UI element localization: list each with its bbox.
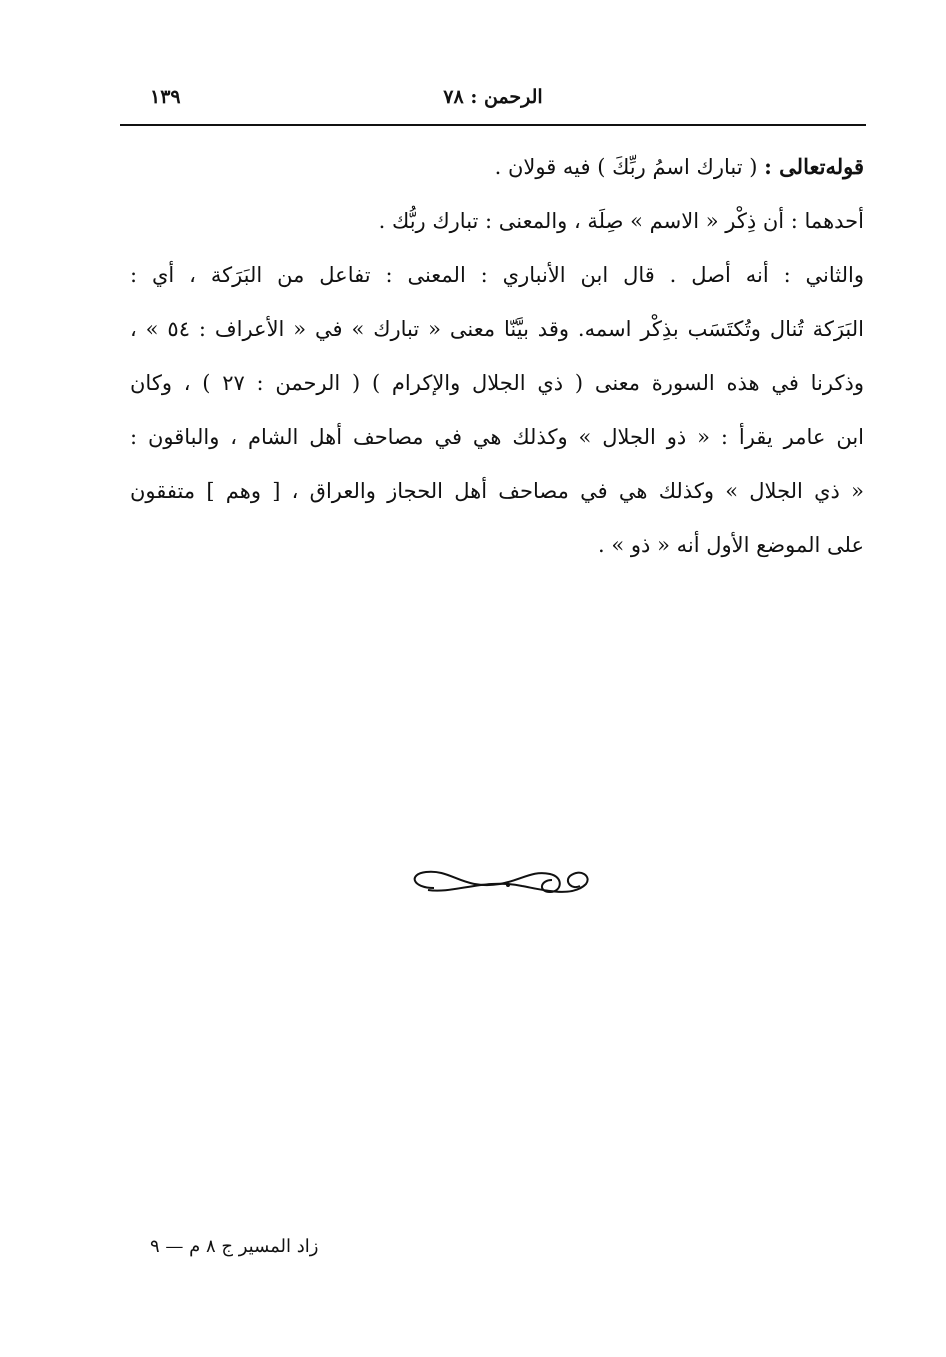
text-line — [130, 410, 864, 464]
line-text: وذكرنا في هذه السورة معنى ( ذي الجلال والإكرام ) ( الرحمن : ٢٧ ) ، وكان — [130, 371, 864, 395]
text-line — [130, 248, 864, 302]
verse-lead: قوله‌تعالى : — [764, 154, 864, 179]
page-number: ١٣٩ — [150, 86, 181, 108]
commentary-text — [130, 140, 864, 572]
flourish-divider-icon — [404, 860, 592, 904]
page-header — [120, 86, 866, 122]
line-text: على الموضع الأول أنه « ذو » . — [598, 533, 864, 557]
line-text: ( تبارك اسمُ ربِّكَ ) فيه قولان . — [494, 155, 765, 179]
text-line — [130, 464, 864, 518]
text-line — [130, 518, 864, 572]
text-line — [184, 140, 864, 194]
signature-mark: زاد المسير ج ٨ م — ٩ — [150, 1236, 319, 1257]
text-line — [130, 356, 864, 410]
line-text: « ذي الجلال » وكذلك هي في مصاحف أهل الحجاز والعراق ، [ وهم ] متفقون — [130, 479, 864, 503]
text-line — [130, 302, 864, 356]
line-text: البَرَكة تُنال وتُكتَسَب بذِكْر اسمه. وقد بيَّنّا معنى « تبارك » في « الأعراف : ٥٤ » ، — [130, 317, 864, 341]
header-rule — [120, 124, 866, 126]
running-title: الرحمن : ٧٨ — [443, 86, 543, 108]
line-text: أحدهما : أن ذِكْر « الاسم » صِلَة ، والمعنى : تبارك ربُّك . — [378, 209, 864, 233]
line-text: والثاني : أنه أصل . قال ابن الأنباري : المعنى : تفاعل من البَرَكة ، أي : — [130, 263, 864, 287]
line-text: ابن عامر يقرأ : « ذو الجلال » وكذلك هي في مصاحف أهل الشام ، والباقون : — [130, 425, 864, 449]
text-line — [130, 194, 864, 248]
